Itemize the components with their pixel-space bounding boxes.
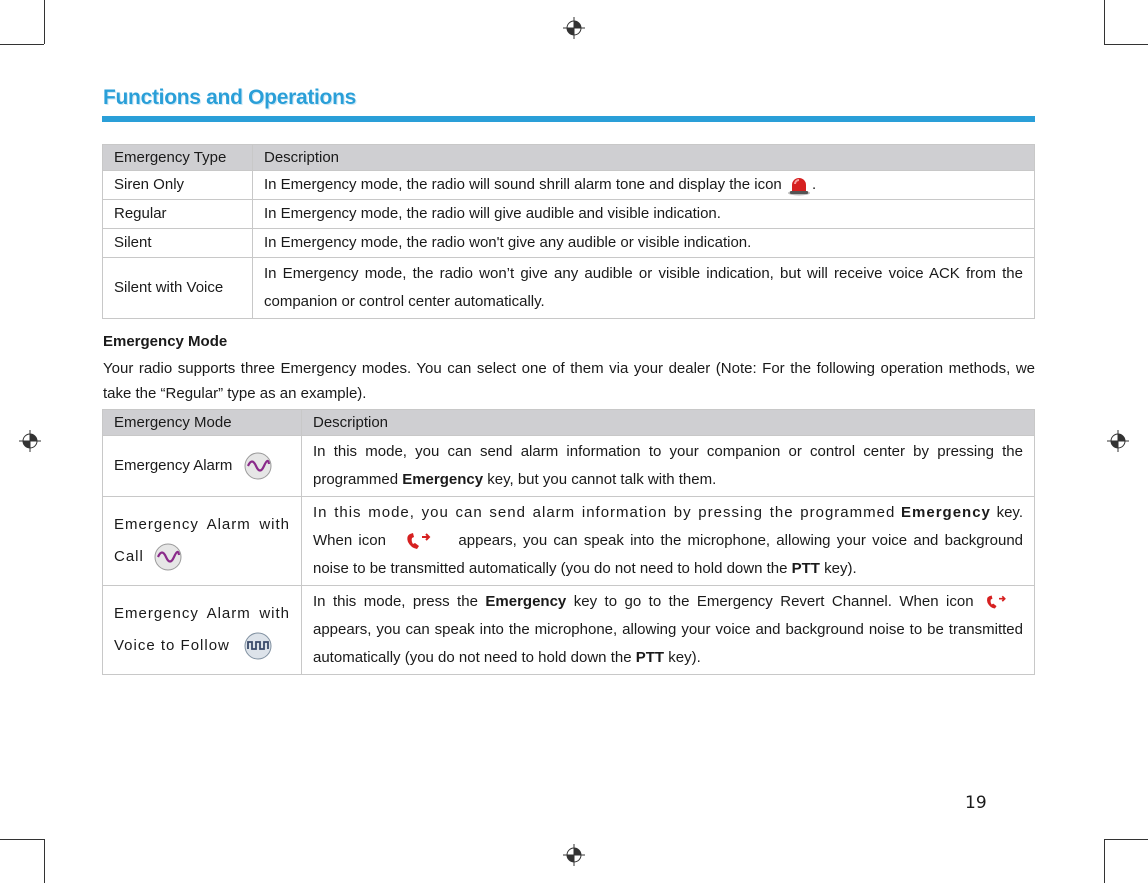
mode-label: Emergency Alarm [114,456,233,474]
registration-mark-icon [563,17,585,39]
table-row [103,171,1035,200]
crop-mark [0,44,44,45]
heading-rule [102,116,1035,122]
table-row [103,258,1035,319]
emergency-key-label: Emergency [901,504,991,521]
crop-mark [0,839,44,840]
description-text: In this mode, you can send alarm information by pressing the programmed [313,504,896,521]
description-text: In this mode, you can send alarm information to your companion or control center by pressing the programmed [313,443,1023,488]
description-cell: In Emergency mode, the radio will give audible and visible indication. [253,200,1035,229]
mode-cell [103,586,302,675]
table-row [103,229,1035,258]
description-text: . [811,176,817,193]
crop-mark [44,839,45,883]
registration-mark-icon [1107,430,1129,452]
type-cell: Silent [103,229,253,258]
crop-mark [1104,44,1148,45]
column-header: Emergency Mode [103,410,302,436]
column-header: Description [253,145,1035,171]
crop-mark [1104,839,1105,883]
page-number: 19 [965,793,987,813]
column-header: Description [302,410,1035,436]
mode-label: Emergency Alarm with Call [114,516,290,565]
alarm-wave-icon [243,451,273,481]
crop-mark [1104,0,1105,44]
emergency-key-label: Emergency [485,593,567,610]
type-cell: Silent with Voice [103,258,253,319]
description-text: key). [824,560,857,577]
description-cell [302,436,1035,497]
description-text: key. When icon [313,504,1023,549]
mode-label: Emergency Alarm with Voice to Follow [114,605,290,654]
emergency-call-icon [981,591,1017,613]
registration-mark-icon [563,844,585,866]
description-text: key, but you cannot talk with them. [487,471,717,488]
emergency-mode-table [102,409,1035,675]
ptt-key-label: PTT [791,560,820,577]
emergency-type-table [102,144,1035,319]
description-cell [302,586,1035,675]
table-row [103,200,1035,229]
type-cell: Siren Only [103,171,253,200]
emergency-call-icon [400,530,444,552]
column-header: Emergency Type [103,145,253,171]
mode-cell [103,497,302,586]
description-text: appears, you can speak into the microphone, allowing your voice and background noise to be transmitted automatically (you do not need to hold down the [313,621,1023,666]
page-heading: Functions and Operations [103,86,356,109]
alarm-wave-icon [153,542,183,572]
table-row [103,497,1035,586]
description-cell: In Emergency mode, the radio won’t give any audible or visible indication, but will receive voice ACK from the companion or control center automatically. [253,258,1035,319]
type-cell: Regular [103,200,253,229]
table-row [103,436,1035,497]
table-header-row [103,145,1035,171]
emergency-key-label: Emergency [402,471,484,488]
description-text: key to go to the Emergency Revert Channel. When icon [573,593,974,610]
crop-mark [44,0,45,44]
voice-follow-wave-icon [243,631,273,661]
section-title: Emergency Mode [103,333,228,350]
table-header-row [103,410,1035,436]
ptt-key-label: PTT [635,649,665,666]
mode-cell [103,436,302,497]
table-row [103,586,1035,675]
crop-mark [1104,839,1148,840]
description-text: appears, you can speak into the microphone, allowing your voice and background noise to be transmitted automatically (you do not need to hold down the [313,532,1024,577]
description-cell: In Emergency mode, the radio won't give any audible or visible indication. [253,229,1035,258]
section-intro: Your radio supports three Emergency modes. You can select one of them via your dealer (Note: For the following operation methods, we take the “Regular” type as an example). [103,360,1035,402]
description-cell [302,497,1035,586]
description-cell [253,171,1035,200]
siren-icon [786,174,812,196]
description-text: In this mode, press the [313,593,478,610]
description-text: In Emergency mode, the radio will sound shrill alarm tone and display the icon [264,176,782,193]
registration-mark-icon [19,430,41,452]
description-text: key). [668,649,701,666]
